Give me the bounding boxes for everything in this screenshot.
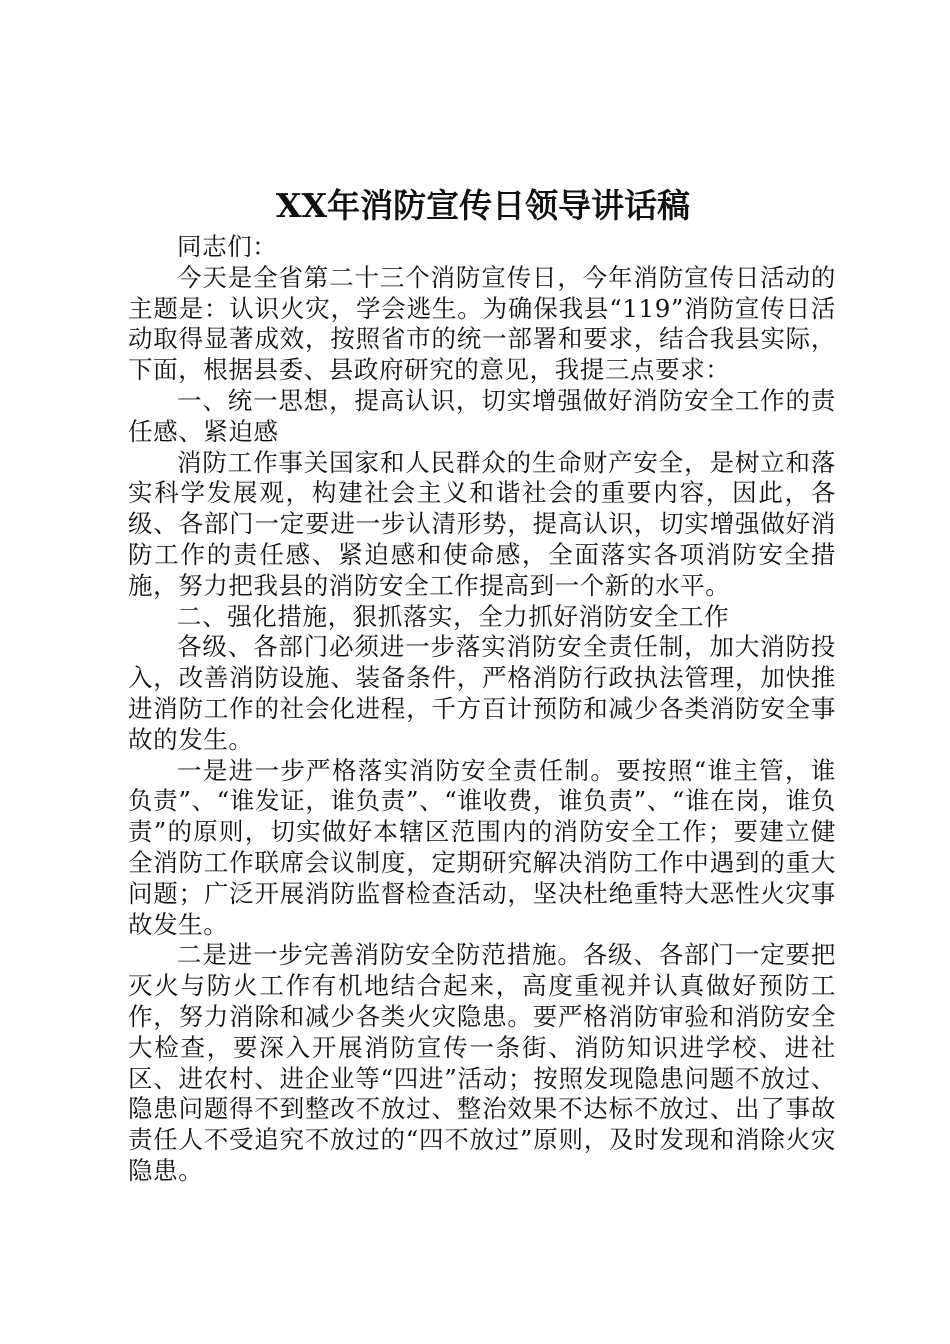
document-page (128, 180, 836, 1187)
body-paragraph: 各级、各部门必须进一步落实消防安全责任制，加大消防投入，改善消防设施、装备条件，严格消防行政执法管理，加快推进消防工作的社会化进程，千方百计预防和减少各类消防安全事故的发生。 (128, 632, 836, 754)
section-heading-2: 二、强化措施，狠抓落实，全力抓好消防安全工作 (177, 601, 730, 631)
intro-paragraph: 今天是全省第二十三个消防宣传日，今年消防宣传日活动的主题是：认识火灾，学会逃生。为确保我县“119”消防宣传日活动取得显著成效，按照省市的统一部署和要求，结合我县实际，下面，根据县委、县政府研究的意见，我提三点要求： (128, 262, 836, 385)
document-title: XX年消防宣传日领导讲话稿 (275, 186, 691, 225)
body-paragraph: 二是进一步完善消防安全防范措施。各级、各部门一定要把灭火与防火工作有机地结合起来，高度重视并认真做好预防工作，努力消除和减少各类火灾隐患。要严格消防审验和消防安全大检查，要深入开展消防宣传一条街、消防知识进学校、进社区、进农村、进企业等“四进”活动；按照发现隐患问题不放过、隐患问题得不到整改不放过、整治效果不达标不放过、出了事故责任人不受追究不放过的“四不放过”原则，及时发现和消除火灾隐患。 (128, 940, 836, 1185)
section-heading-1: 一、统一思想，提高认识，切实增强做好消防安全工作的责任感、紧迫感 (128, 385, 836, 446)
body-paragraph: 消防工作事关国家和人民群众的生命财产安全，是树立和落实科学发展观，构建社会主义和谐社会的重要内容，因此，各级、各部门一定要进一步认清形势，提高认识，切实增强做好消防工作的责任感、紧迫感和使命感，全面落实各项消防安全措施，努力把我县的消防安全工作提高到一个新的水平。 (128, 447, 836, 600)
body-paragraph: 一是进一步严格落实消防安全责任制。要按照“谁主管，谁负责”、“谁发证，谁负责”、“谁收费，谁负责”、“谁在岗，谁负责”的原则，切实做好本辖区范围内的消防安全工作；要建立健全消防工作联席会议制度，定期研究解决消防工作中遇到的重大问题；广泛开展消防监督检查活动，坚决杜绝重特大恶性火灾事故发生。 (128, 755, 836, 939)
salutation: 同志们： (177, 232, 278, 261)
